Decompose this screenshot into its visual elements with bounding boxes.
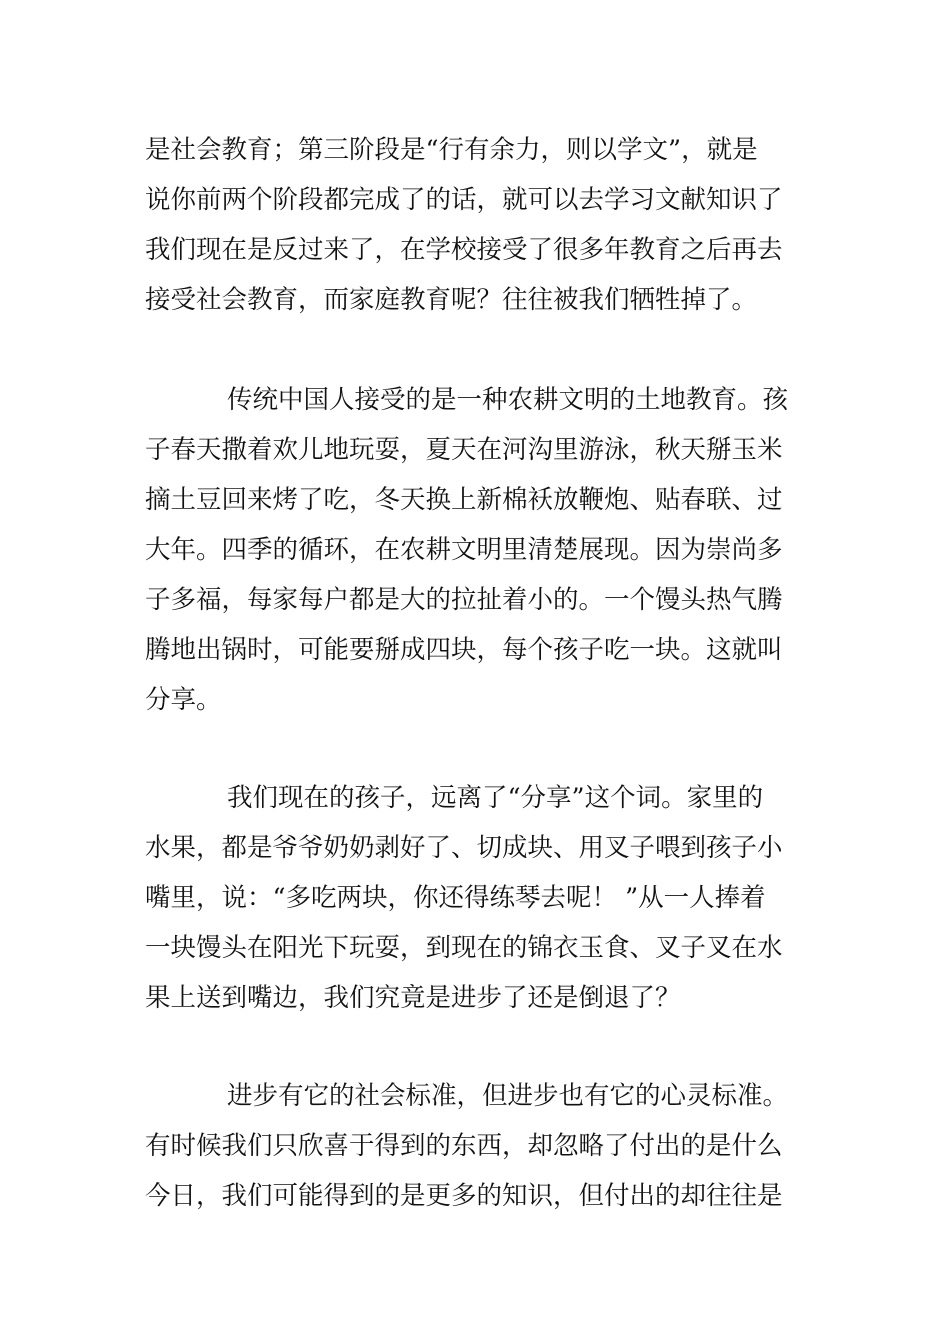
- text-line: 果上送到嘴边，我们究竟是进步了还是倒退了？: [145, 983, 681, 1013]
- text-line: 分享。: [145, 685, 222, 715]
- text-line: 有时候我们只欣喜于得到的东西，却忽略了付出的是什么: [145, 1131, 783, 1161]
- text-line: 说你前两个阶段都完成了的话，就可以去学习文献知识了: [145, 185, 783, 215]
- text-line: 大年。四季的循环，在农耕文明里清楚展现。因为崇尚多: [145, 535, 783, 565]
- text-line: 是社会教育；第三阶段是“行有余力，则以学文”，就是: [145, 135, 758, 165]
- text-line: 一块馒头在阳光下玩耍，到现在的锦衣玉食、叉子叉在水: [145, 933, 783, 963]
- text-line: 我们现在的孩子，远离了“分享”这个词。家里的: [227, 783, 764, 813]
- text-line: 进步有它的社会标准，但进步也有它的心灵标准。: [227, 1081, 789, 1111]
- text-line: 水果，都是爷爷奶奶剥好了、切成块、用叉子喂到孩子小: [145, 833, 783, 863]
- text-line: 摘土豆回来烤了吃，冬天换上新棉袄放鞭炮、贴春联、过: [145, 485, 783, 515]
- text-line: 今日，我们可能得到的是更多的知识，但付出的却往往是: [145, 1181, 783, 1211]
- text-line: 腾地出锅时，可能要掰成四块，每个孩子吃一块。这就叫: [145, 635, 783, 665]
- text-line: 嘴里，说：“多吃两块，你还得练琴去呢！ ”从一人捧着: [145, 883, 766, 913]
- text-line: 传统中国人接受的是一种农耕文明的土地教育。孩: [227, 385, 789, 415]
- text-line: 接受社会教育，而家庭教育呢？往往被我们牺牲掉了。: [145, 285, 758, 315]
- text-line: 子春天撒着欢儿地玩耍，夏天在河沟里游泳，秋天掰玉米: [145, 435, 783, 465]
- text-line: 我们现在是反过来了，在学校接受了很多年教育之后再去: [145, 235, 783, 265]
- text-line: 子多福，每家每户都是大的拉扯着小的。一个馒头热气腾: [145, 585, 783, 615]
